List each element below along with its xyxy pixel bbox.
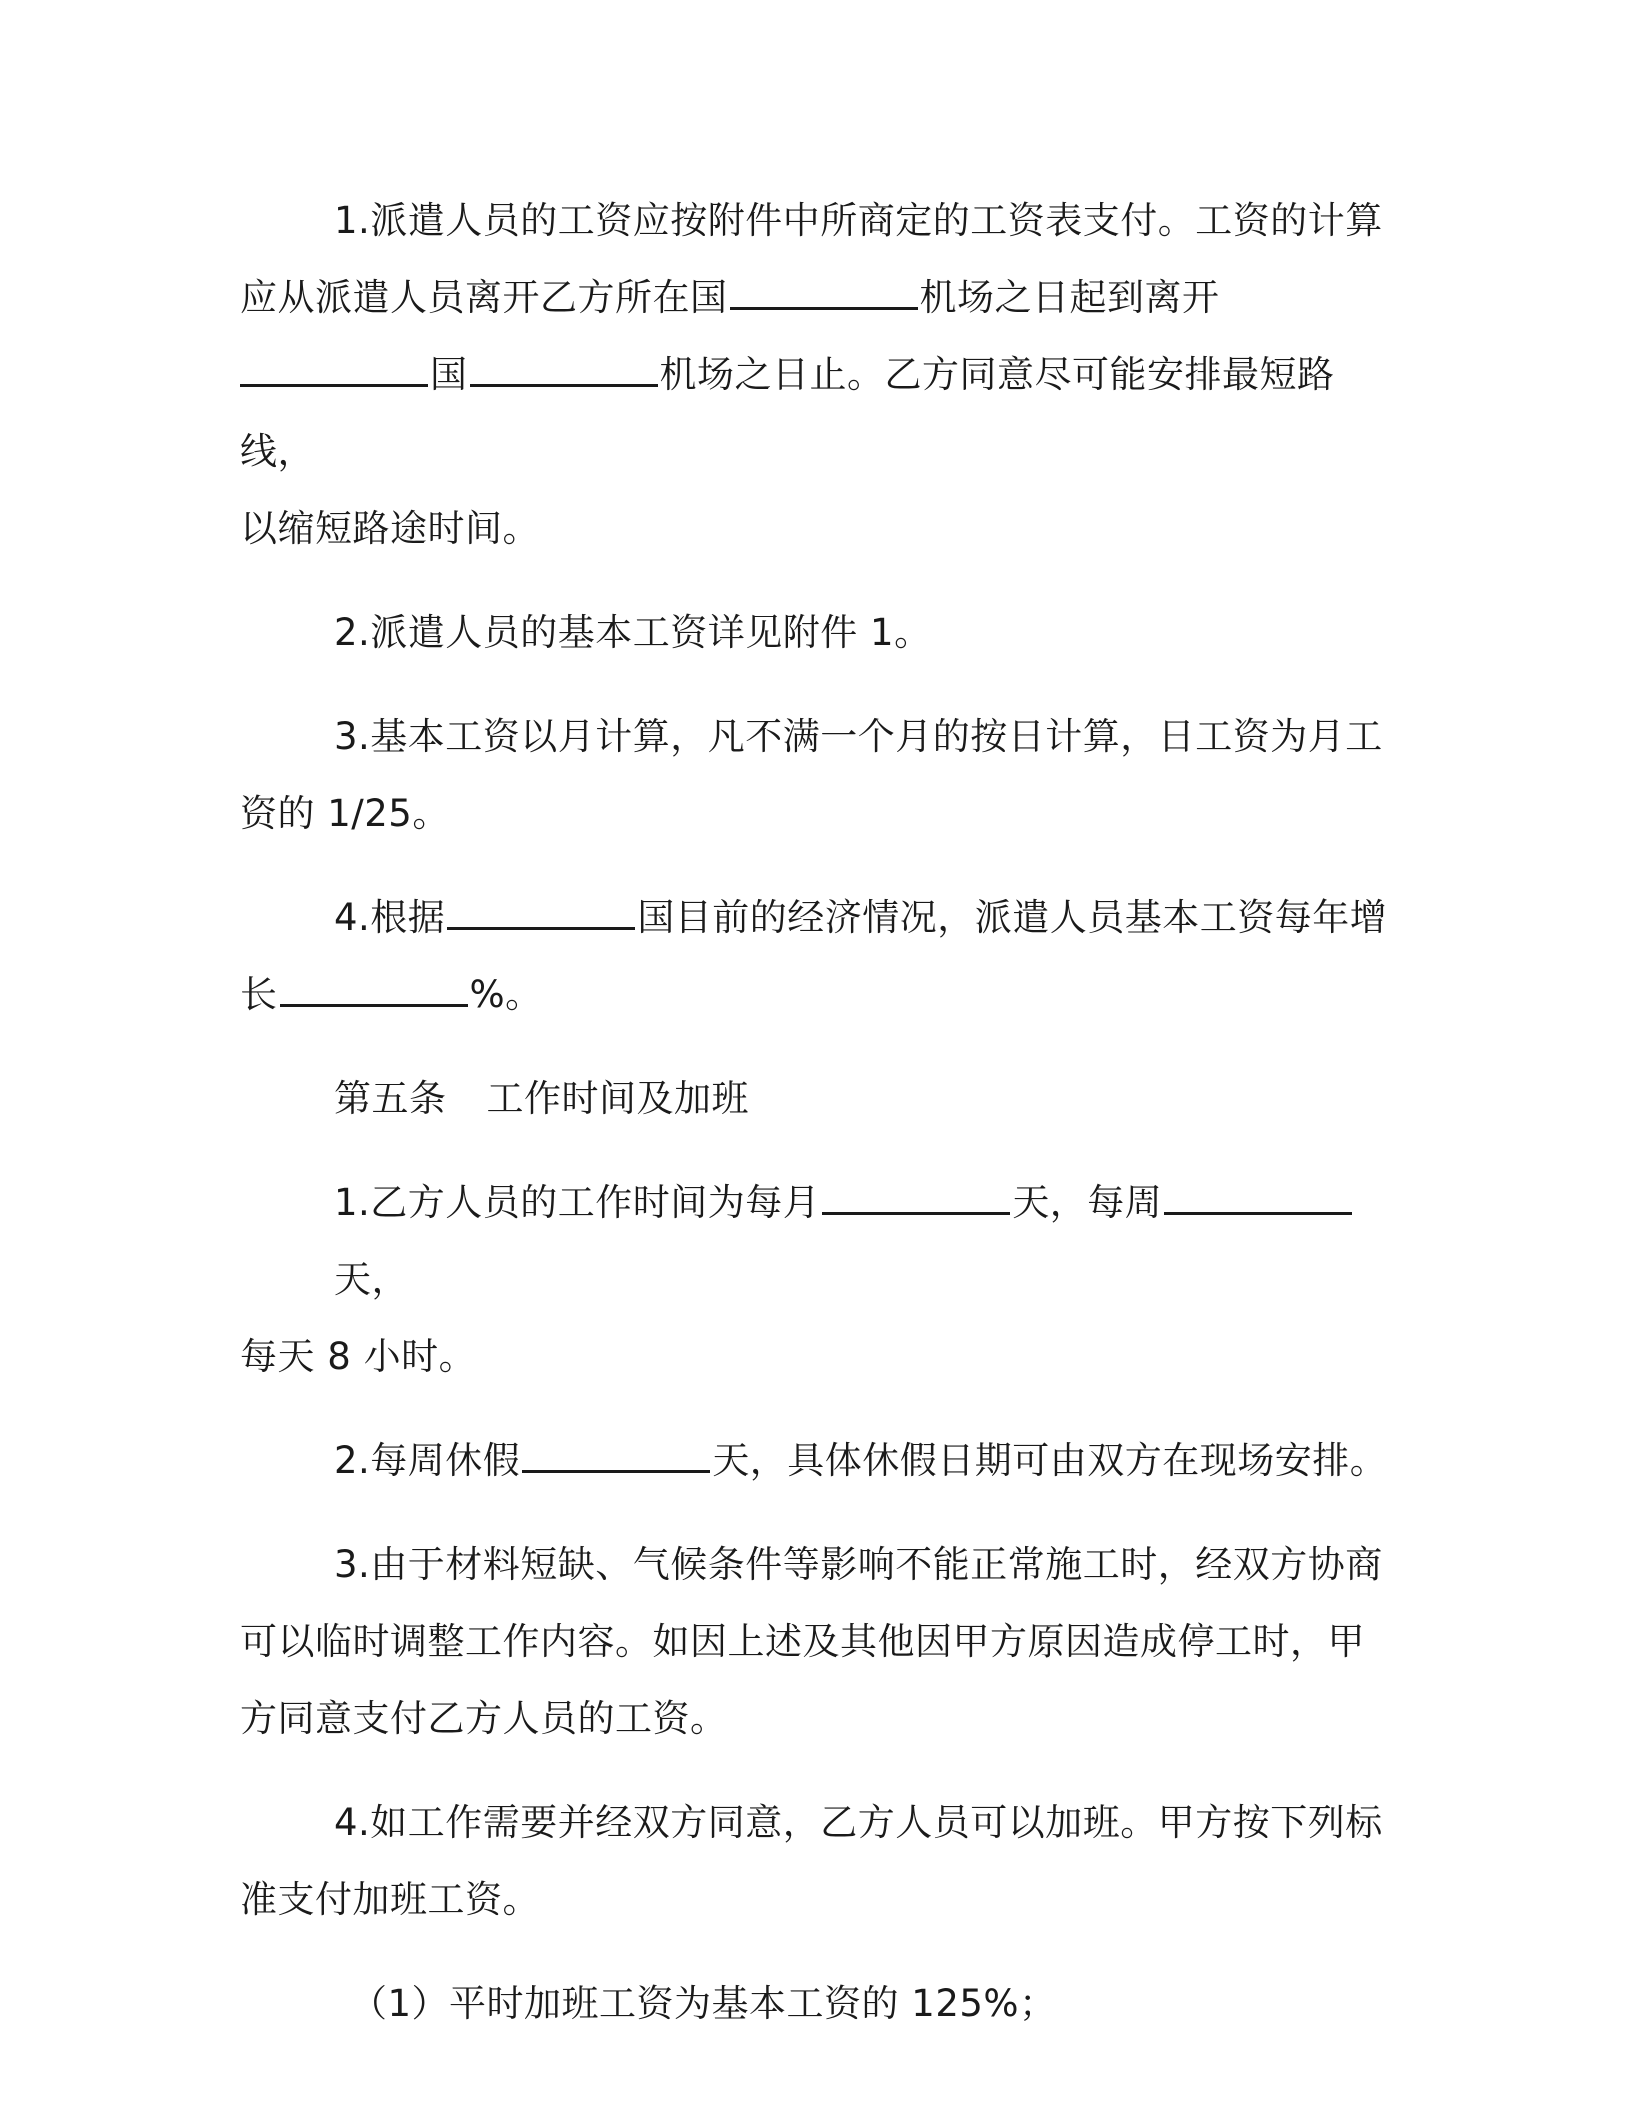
blank-field-departure-country (730, 277, 918, 310)
paragraph-overtime (240, 1784, 1390, 1938)
text-segment: 机场之日起到离开 (919, 276, 1220, 319)
paragraph-line (240, 336, 1390, 490)
blank-field-days-per-month (822, 1182, 1010, 1215)
text-segment: 1.乙方人员的工作时间为每月 (334, 1181, 821, 1224)
paragraph-line: 1.派遣人员的工资应按附件中所商定的工资表支付。工资的计算 (334, 199, 1383, 242)
text-segment: 长 (240, 973, 278, 1016)
paragraph-salary-payment (240, 182, 1390, 567)
text-segment: 应从派遣人员离开乙方所在国 (240, 276, 728, 319)
paragraph-overtime-rate-weekday: （1）平时加班工资为基本工资的 125%； (350, 1982, 1057, 2025)
paragraph-working-hours (240, 1164, 1390, 1395)
paragraph-line: 4.如工作需要并经双方同意，乙方人员可以加班。甲方按下列标 (334, 1801, 1383, 1844)
document-body (240, 182, 1390, 2069)
paragraph-line (240, 1422, 1390, 1499)
blank-field-leave-days (522, 1440, 710, 1473)
text-segment: 2.每周休假 (334, 1439, 521, 1482)
paragraph-line: 每天 8 小时。 (240, 1335, 477, 1378)
paragraph-basic-salary: 2.派遣人员的基本工资详见附件 1。 (334, 611, 932, 654)
paragraph-weekly-leave (240, 1422, 1390, 1499)
article-number: 第五条 (334, 1077, 447, 1120)
blank-field-destination (240, 354, 428, 387)
paragraph-line: 资的 1/25。 (240, 792, 450, 835)
blank-field-country (447, 897, 635, 930)
paragraph-line: 3.由于材料短缺、气候条件等影响不能正常施工时，经双方协商 (334, 1543, 1383, 1586)
paragraph-salary-increase (240, 879, 1390, 1033)
text-segment: 机场之日止。乙方同意尽可能安排最短路线， (240, 353, 1335, 473)
paragraph-line: 准支付加班工资。 (240, 1878, 540, 1921)
text-segment: 天， (334, 1258, 409, 1301)
text-segment: 4.根据 (334, 896, 446, 939)
paragraph-line: 可以临时调整工作内容。如因上述及其他因甲方原因造成停工时，甲 (240, 1620, 1365, 1663)
paragraph-line: 3.基本工资以月计算，凡不满一个月的按日计算，日工资为月工 (334, 715, 1383, 758)
text-segment: 天，具体休假日期可由双方在现场安排。 (712, 1439, 1388, 1482)
blank-field-airport (470, 354, 658, 387)
paragraph-line: 方同意支付乙方人员的工资。 (240, 1697, 728, 1740)
paragraph-line (240, 259, 1390, 336)
text-segment: 天，每周 (1012, 1181, 1163, 1224)
blank-field-days-per-week (1164, 1182, 1352, 1215)
paragraph-line: 以缩短路途时间。 (240, 507, 540, 550)
text-segment: %。 (469, 973, 543, 1016)
text-segment: 国目前的经济情况，派遣人员基本工资每年增 (637, 896, 1388, 939)
article-title: 工作时间及加班 (486, 1077, 749, 1120)
article-heading (240, 1060, 1390, 1137)
paragraph-work-adjustment (240, 1526, 1390, 1757)
text-segment: 国 (430, 353, 468, 396)
paragraph-line (240, 879, 1390, 956)
paragraph-salary-calculation (240, 698, 1390, 852)
blank-field-percentage (280, 974, 468, 1007)
paragraph-line (240, 1164, 1390, 1318)
paragraph-line (240, 956, 1390, 1033)
